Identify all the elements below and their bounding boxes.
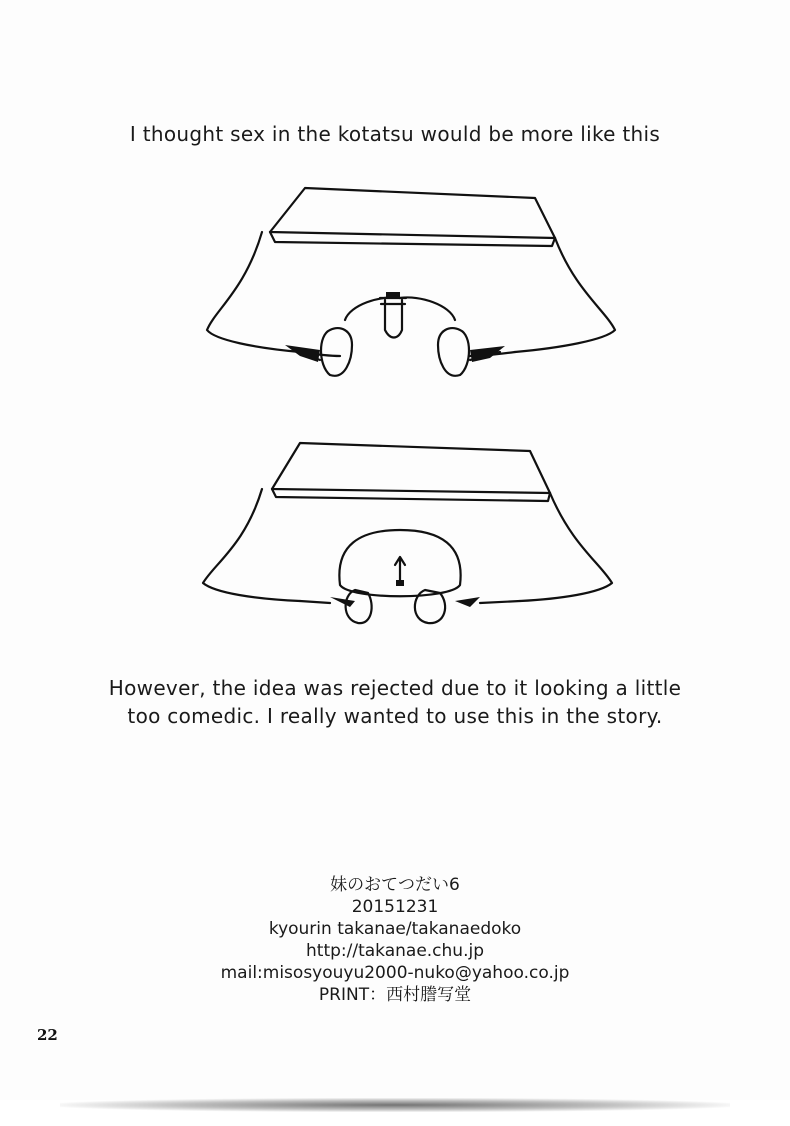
colophon-mail: mail:misosyouyu2000-nuko@yahoo.co.jp [220, 963, 570, 983]
colophon-date: 20151231 [351, 897, 439, 917]
kotatsu-tabletop [270, 188, 555, 238]
caption-top: I thought sex in the kotatsu would be more like this [129, 122, 661, 146]
colophon-title: 妹のおてつだい6 [330, 875, 460, 895]
colophon-print: PRINT：西村謄写堂 [318, 985, 472, 1005]
page-number: 22 [37, 1026, 58, 1044]
kotatsu-illustration-1 [0, 180, 790, 380]
kotatsu-illustration-2 [0, 435, 790, 635]
kotatsu-tabletop [272, 443, 550, 493]
page-shadow [60, 1098, 730, 1112]
kotatsu-blanket [207, 232, 615, 352]
caption-bottom [0, 674, 790, 730]
caption-bottom-line-2: too comedic. I really wanted to use this in the story. [127, 704, 663, 728]
kotatsu-blanket [203, 489, 612, 601]
colophon-url: http://takanae.chu.jp [306, 941, 484, 961]
figure-body [345, 297, 455, 320]
colophon-author: kyourin takanae/takanaedoko [268, 919, 522, 939]
caption-bottom-line-1: However, the idea was rejected due to it looking a little [108, 676, 682, 700]
colophon [0, 874, 790, 1006]
